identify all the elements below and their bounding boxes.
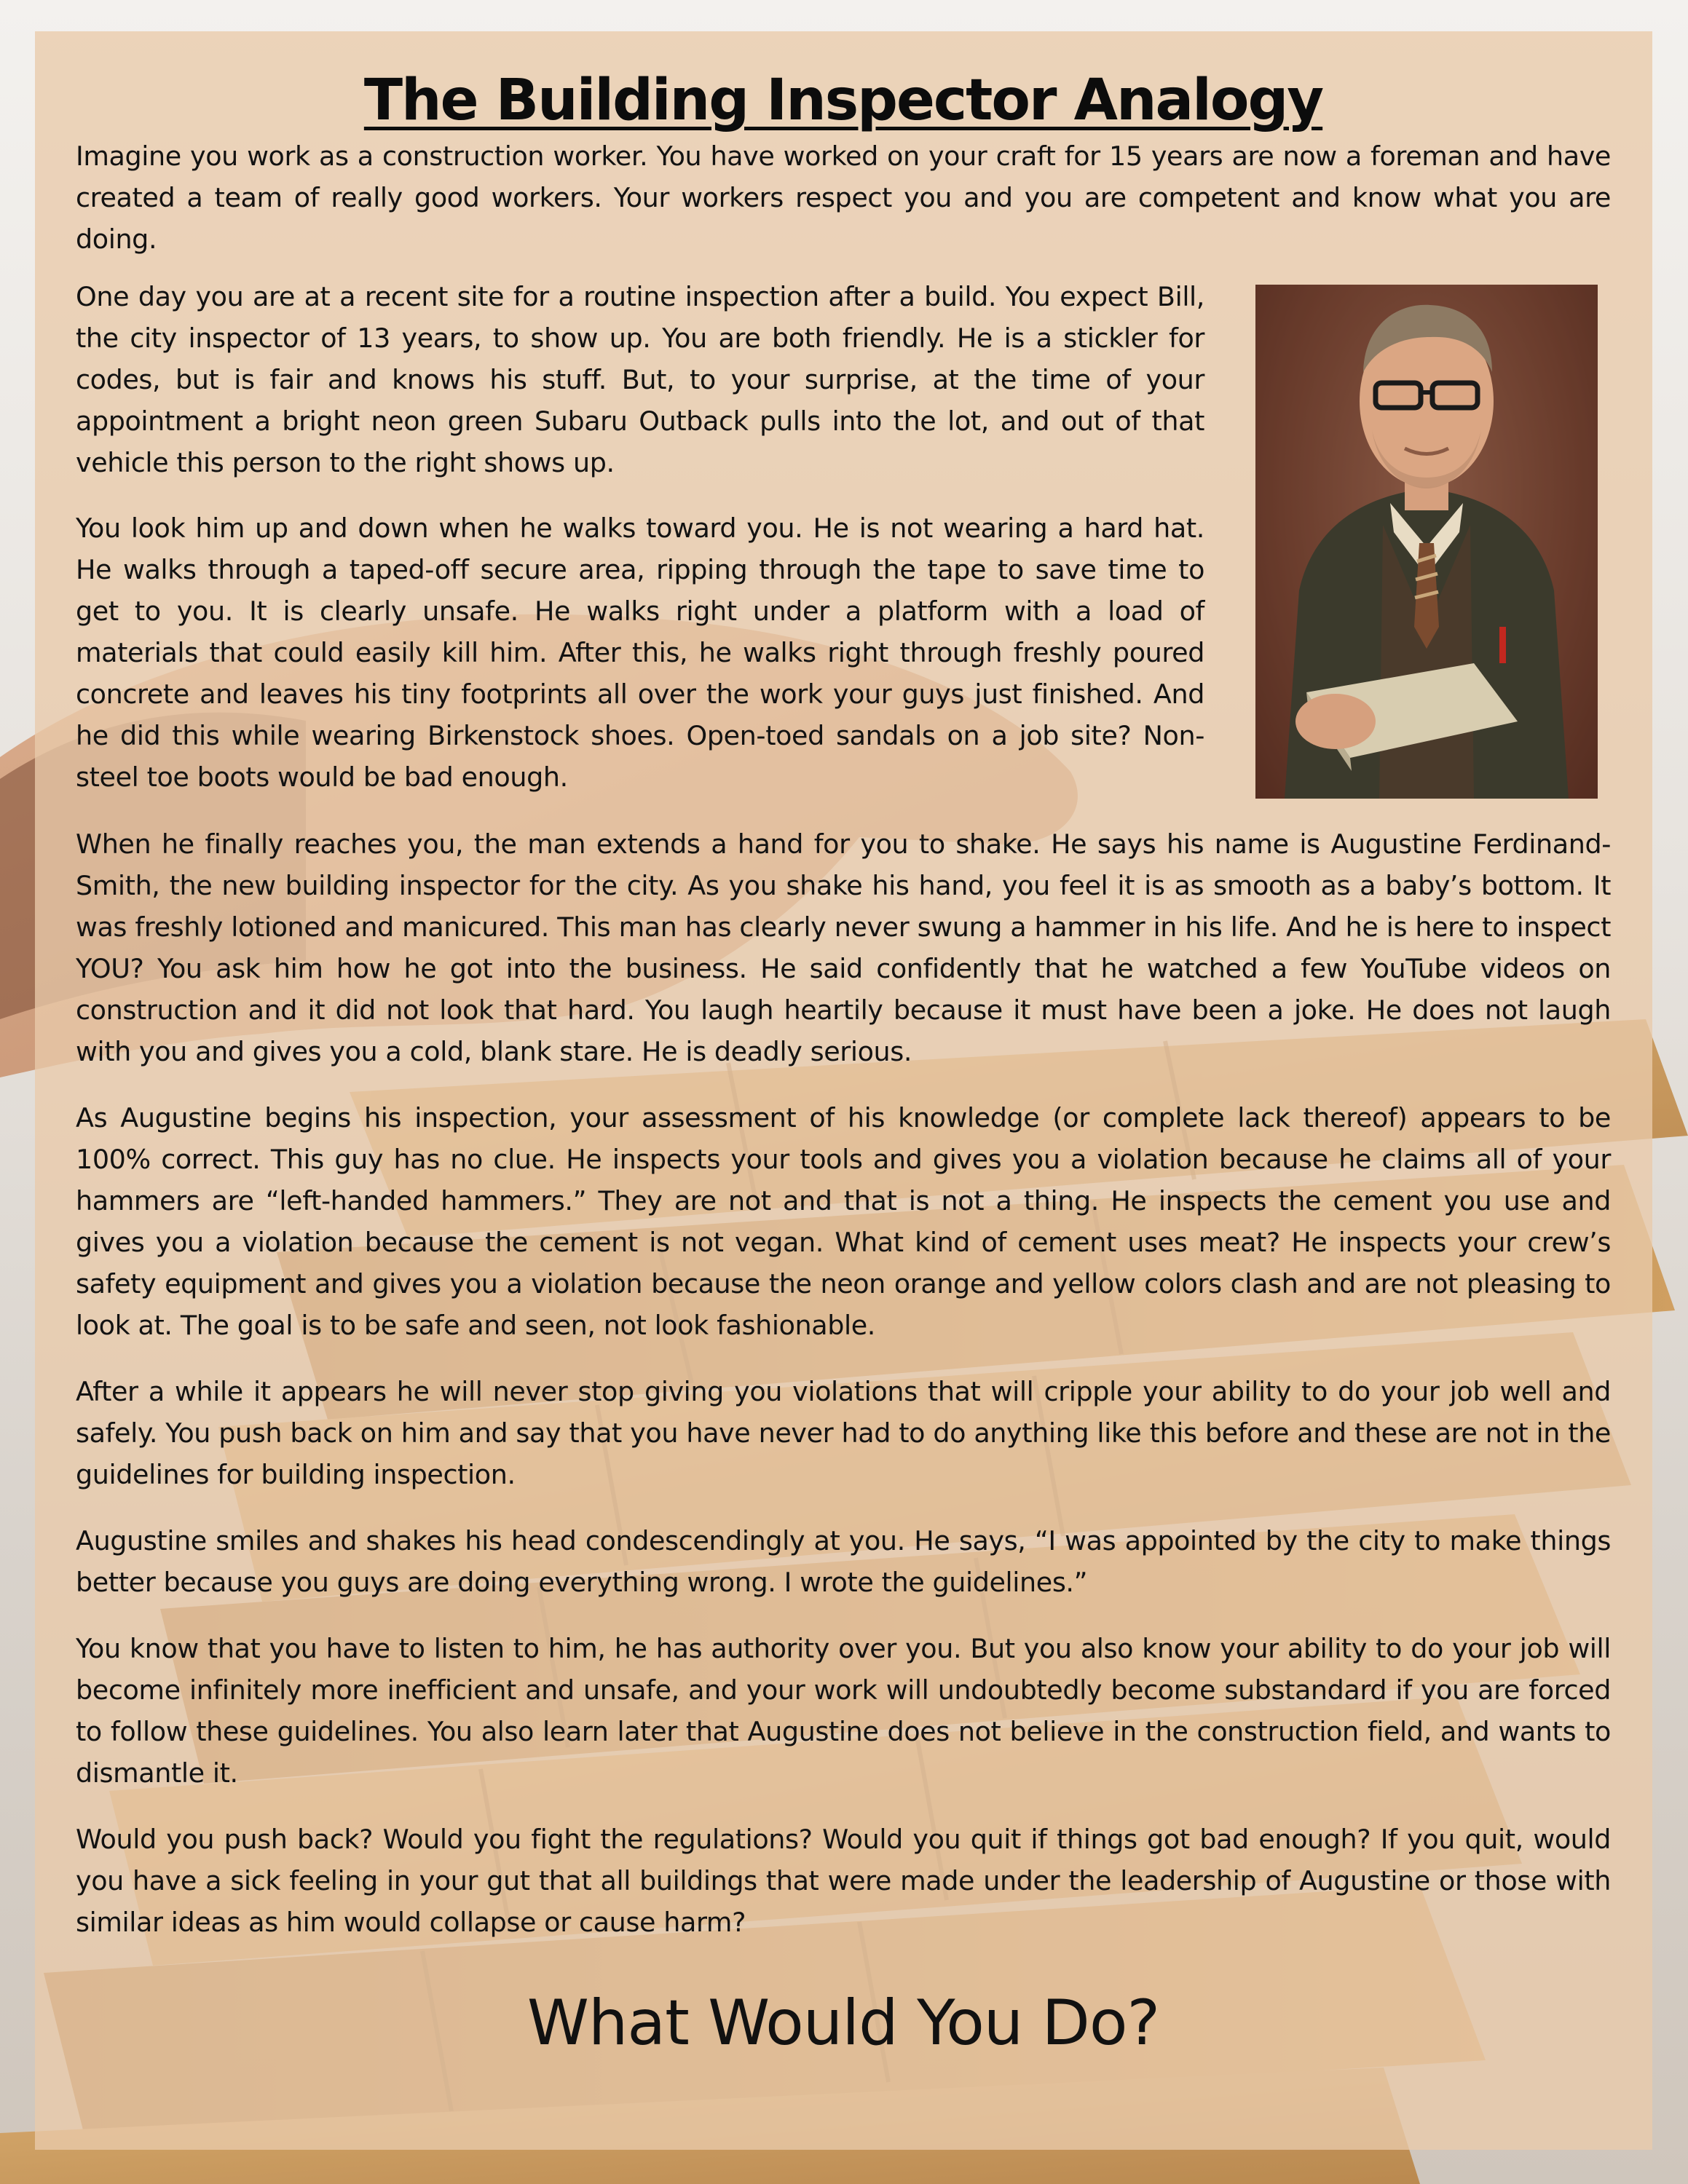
paragraph-questions: Would you push back? Would you fight the regulations? Would you quit if things got bad enough? If you quit, would you have a sick feeling in your gut that all buildings that were made under the leadership of Augustine or those with similar ideas as him would collapse or cause harm?	[76, 1823, 1611, 1938]
body-paragraphs	[76, 823, 1611, 1943]
paragraph-inspection: As Augustine begins his inspection, your assessment of his knowledge (or complete lack thereof) appears to be 100% correct. This guy has no clue. He inspects your tools and gives you a violation because he claims all of your hammers are “left-handed hammers.” They are not and that is not a thing. He inspects the cement you use and gives you a violation because the cement is not vegan. What kind of cement uses meat? He inspects your crew’s safety equipment and gives you a violation because the neon orange and yellow colors clash and are not pleasing to look at. The goal is to be safe and seen, not look fashionable.	[76, 1101, 1611, 1341]
figure-text-column	[76, 276, 1204, 798]
paragraph-walkthrough: You look him up and down when he walks toward you. He is not wearing a hard hat. He walks through a taped-off secure area, ripping through the tape to save time to get to you. It is clearly unsafe. He walks right under a platform with a load of materials that could easily kill him. After this, he walks right through freshly poured concrete and leaves his tiny footprints all over the work your guys just finished. And he did this while wearing Birkenstock shoes. Open-toed sandals on a job site? Non-steel toe boots would be bad enough.	[76, 512, 1204, 793]
inspector-portrait-photo	[1255, 285, 1598, 799]
paragraph-authority: You know that you have to listen to him, he has authority over you. But you also know your ability to do your job will become infinitely more inefficient and unsafe, and your work will undoubtedly become substandard if you are forced to follow these guidelines. You also learn later that Augustine does not believe in the construction field, and wants to dismantle it.	[76, 1632, 1611, 1789]
intro-paragraph: Imagine you work as a construction worker. You have worked on your craft for 15 years are now a foreman and have created a team of really good workers. Your workers respect you and you are competent and know what you are doing.	[76, 140, 1611, 255]
paragraph-arrival: One day you are at a recent site for a routine inspection after a build. You expect Bill, the city inspector of 13 years, to show up. You are both friendly. He is a stickler for codes, but is fair and knows his stuff. But, to your surprise, at the time of your appointment a bright neon green Subaru Outback pulls into the lot, and out of that vehicle this person to the right shows up.	[76, 280, 1204, 478]
paragraph-introduction-augustine: When he finally reaches you, the man extends a hand for you to shake. He says his name is Augustine Ferdinand-Smith, the new building inspector for the city. As you shake his hand, you feel it is as smooth as a baby’s bottom. It was freshly lotioned and manicured. This man has clearly never swung a hammer in his life. And he is here to inspect YOU? You ask him how he got into the business. He said confidently that he watched a few YouTube videos on construction and it did not look that hard. You laugh heartily because it must have been a joke. He does not laugh with you and gives you a cold, blank stare. He is deadly serious.	[76, 828, 1611, 1067]
page-title: The Building Inspector Analogy	[363, 68, 1323, 133]
paragraph-pushback: After a while it appears he will never stop giving you violations that will cripple your ability to do your job well and safely. You push back on him and say that you have never had to do anything like this before and these are not in the guidelines for building inspection.	[76, 1375, 1611, 1490]
document-body	[76, 67, 1611, 2060]
closing-heading: What Would You Do?	[526, 1986, 1160, 2060]
paragraph-guidelines-quote: Augustine smiles and shakes his head condescendingly at you. He says, “I was appointed by the city to make things better because you guys are doing everything wrong. I wrote the guidelines.”	[76, 1524, 1611, 1598]
figure-row	[76, 276, 1611, 799]
